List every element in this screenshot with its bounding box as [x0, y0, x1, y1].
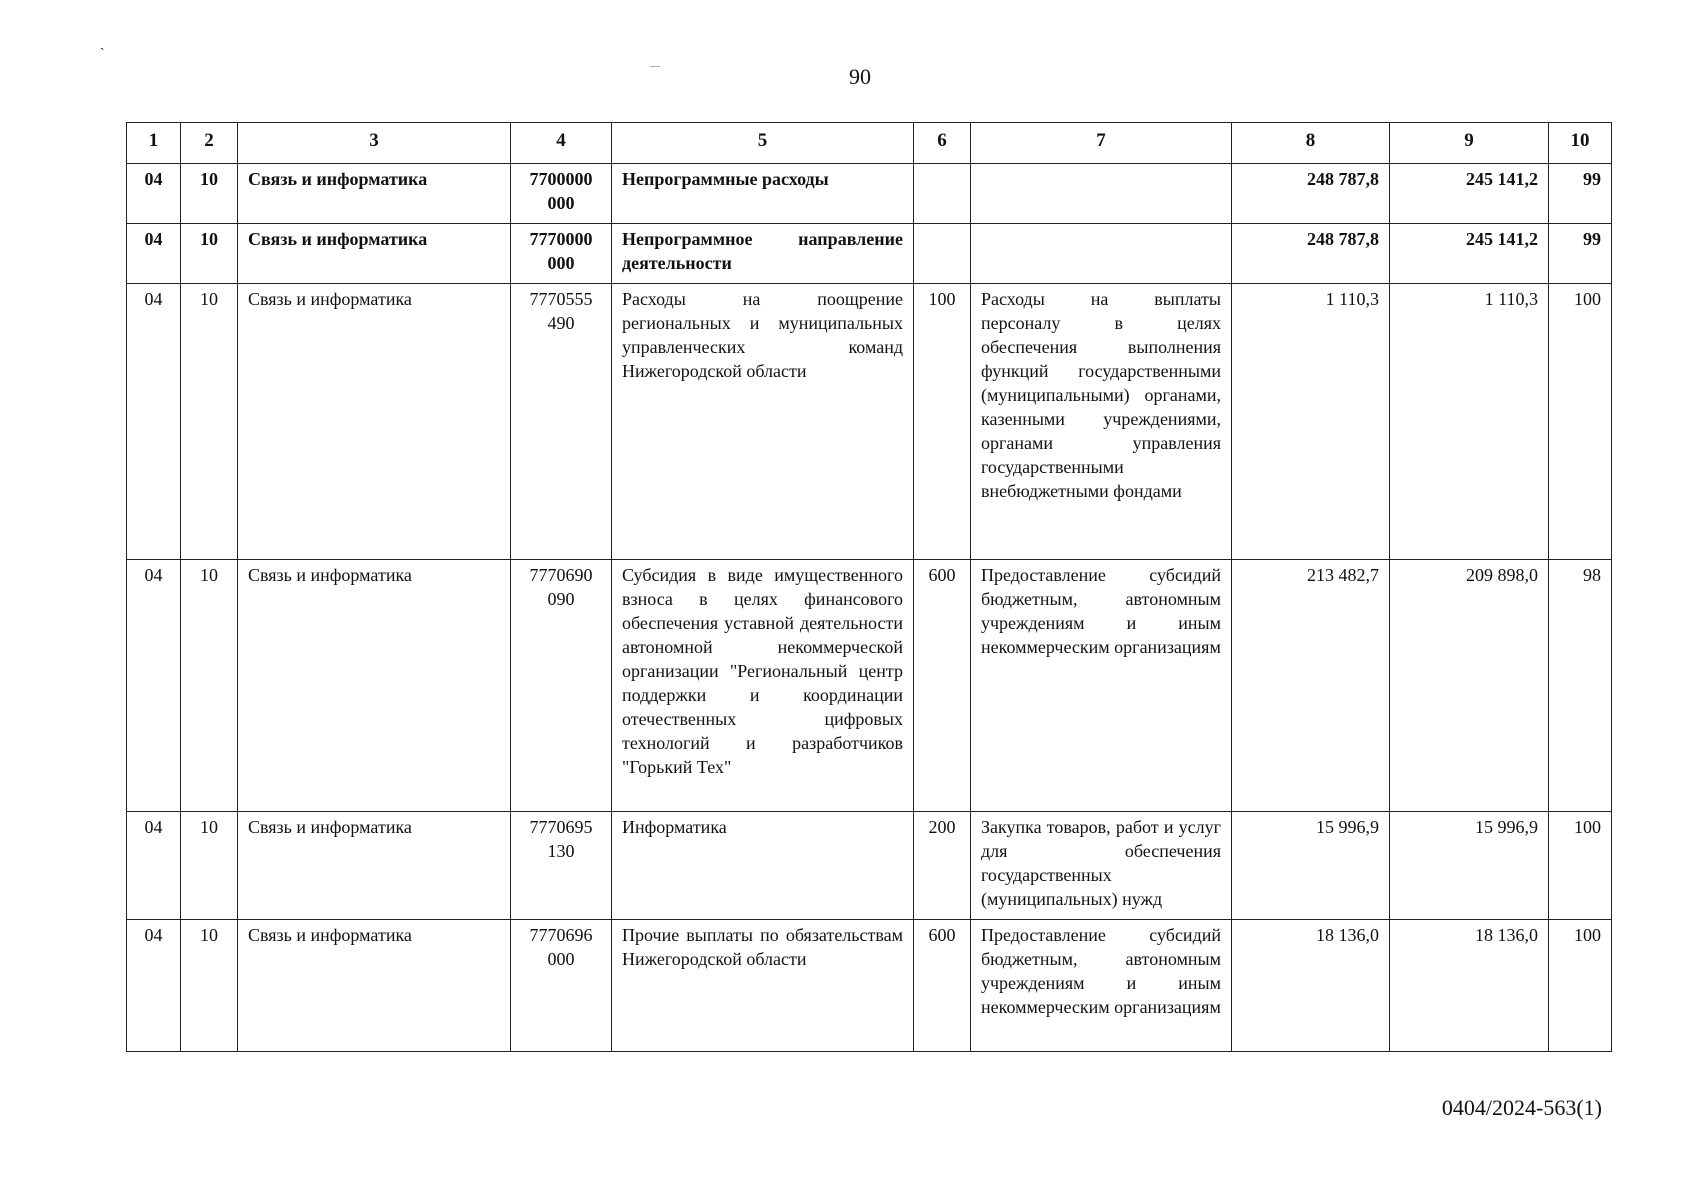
scan-mark: ˎ [100, 36, 105, 51]
cell-target-code: 7770696 000 [511, 920, 612, 1052]
cell-target-name: Прочие выплаты по обязательствам Нижегородской области [612, 920, 914, 1052]
cell-section-name: Связь и информатика [238, 812, 511, 920]
cell-subsection: 10 [181, 284, 238, 560]
cell-section-name: Связь и информатика [238, 560, 511, 812]
column-header: 4 [511, 123, 612, 164]
cell-subsection: 10 [181, 812, 238, 920]
cell-section-name: Связь и информатика [238, 164, 511, 224]
cell-target-code: 7700000 000 [511, 164, 612, 224]
cell-amount-executed: 15 996,9 [1390, 812, 1549, 920]
cell-amount-executed: 245 141,2 [1390, 164, 1549, 224]
cell-amount-executed: 18 136,0 [1390, 920, 1549, 1052]
cell-expense-type: 600 [914, 560, 971, 812]
cell-target-name: Информатика [612, 812, 914, 920]
cell-expense-type [914, 224, 971, 284]
cell-target-name: Непрограммное направление деятельности [612, 224, 914, 284]
cell-percent: 99 [1549, 164, 1612, 224]
cell-target-code: 7770000 000 [511, 224, 612, 284]
cell-percent: 100 [1549, 284, 1612, 560]
table-header-row [127, 123, 1612, 164]
column-header: 6 [914, 123, 971, 164]
column-header: 8 [1232, 123, 1390, 164]
column-header: 9 [1390, 123, 1549, 164]
cell-section-name: Связь и информатика [238, 284, 511, 560]
column-header: 1 [127, 123, 181, 164]
cell-target-name: Непрограммные расходы [612, 164, 914, 224]
cell-amount-executed: 209 898,0 [1390, 560, 1549, 812]
cell-amount-executed: 1 110,3 [1390, 284, 1549, 560]
cell-amount-planned: 248 787,8 [1232, 164, 1390, 224]
cell-expense-type-name: Предоставление субсидий бюджетным, автономным учреждениям и иным некоммерческим организациям [971, 560, 1232, 812]
document-code: 0404/2024-563(1) [1441, 1095, 1602, 1120]
table-row [127, 560, 1612, 812]
cell-amount-executed: 245 141,2 [1390, 224, 1549, 284]
cell-percent: 100 [1549, 920, 1612, 1052]
cell-amount-planned: 248 787,8 [1232, 224, 1390, 284]
cell-expense-type-name: Предоставление субсидий бюджетным, автономным учреждениям и иным некоммерческим организациям [971, 920, 1232, 1052]
cell-target-code: 7770690 090 [511, 560, 612, 812]
cell-target-code: 7770695 130 [511, 812, 612, 920]
cell-subsection: 10 [181, 920, 238, 1052]
cell-target-name: Расходы на поощрение региональных и муниципальных управленческих команд Нижегородской области [612, 284, 914, 560]
cell-expense-type-name [971, 164, 1232, 224]
cell-section: 04 [127, 920, 181, 1052]
column-header: 7 [971, 123, 1232, 164]
cell-section: 04 [127, 164, 181, 224]
table-row [127, 284, 1612, 560]
table-row [127, 164, 1612, 224]
cell-subsection: 10 [181, 224, 238, 284]
cell-expense-type-name: Расходы на выплаты персоналу в целях обеспечения выполнения функций государственными (муниципальными) органами, казенными учреждениями, органами управления государственными внебюджетными фондами [971, 284, 1232, 560]
cell-target-name: Субсидия в виде имущественного взноса в целях финансового обеспечения уставной деятельности автономной некоммерческой организации "Региональный центр поддержки и координации отечественных цифровых технологий и разработчиков "Горький Тех" [612, 560, 914, 812]
cell-section-name: Связь и информатика [238, 920, 511, 1052]
cell-expense-type: 200 [914, 812, 971, 920]
budget-table [126, 122, 1612, 1052]
column-header: 2 [181, 123, 238, 164]
column-header: 10 [1549, 123, 1612, 164]
cell-section: 04 [127, 224, 181, 284]
column-header: 3 [238, 123, 511, 164]
table-row [127, 812, 1612, 920]
cell-percent: 99 [1549, 224, 1612, 284]
cell-amount-planned: 15 996,9 [1232, 812, 1390, 920]
cell-section: 04 [127, 560, 181, 812]
cell-section-name: Связь и информатика [238, 224, 511, 284]
cell-amount-planned: 213 482,7 [1232, 560, 1390, 812]
cell-expense-type: 600 [914, 920, 971, 1052]
cell-expense-type [914, 164, 971, 224]
cell-subsection: 10 [181, 164, 238, 224]
cell-target-code: 7770555 490 [511, 284, 612, 560]
table-row [127, 224, 1612, 284]
cell-section: 04 [127, 812, 181, 920]
cell-expense-type: 100 [914, 284, 971, 560]
cell-expense-type-name: Закупка товаров, работ и услуг для обеспечения государственных (муниципальных) нужд [971, 812, 1232, 920]
cell-amount-planned: 1 110,3 [1232, 284, 1390, 560]
cell-percent: 98 [1549, 560, 1612, 812]
cell-section: 04 [127, 284, 181, 560]
cell-expense-type-name [971, 224, 1232, 284]
table-row [127, 920, 1612, 1052]
cell-percent: 100 [1549, 812, 1612, 920]
column-header: 5 [612, 123, 914, 164]
cell-amount-planned: 18 136,0 [1232, 920, 1390, 1052]
page-number: 90 [849, 64, 871, 89]
cell-subsection: 10 [181, 560, 238, 812]
